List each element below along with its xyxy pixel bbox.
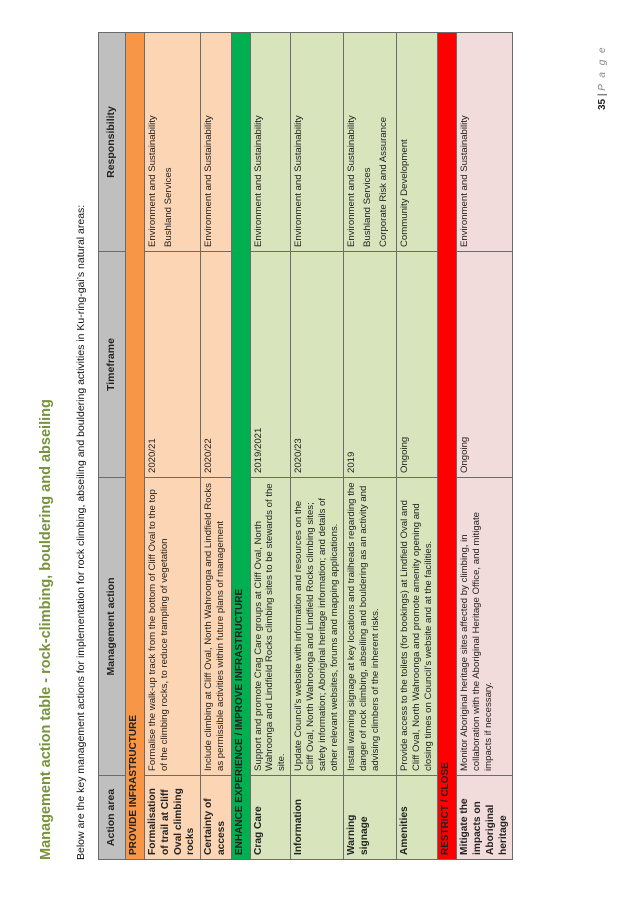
action-area: Certainty of access <box>201 776 232 860</box>
responsibility-line: Bushland Services <box>362 167 374 247</box>
section-row-enhance <box>231 33 250 860</box>
responsibility <box>291 33 344 252</box>
responsibility-line: Environment and Sustainability <box>252 115 264 247</box>
responsibility-line: Environment and Sustainability <box>346 115 358 247</box>
header-management-action: Management action <box>99 478 126 776</box>
responsibility <box>344 33 397 252</box>
action-area: Mitigate the impacts on Aboriginal heritage <box>457 776 513 860</box>
timeframe: 2020/23 <box>291 252 344 478</box>
intro-text: Below are the key management actions for implementation for rock climbing, abseiling and bouldering activities in Ku-ring-gai’s natural areas: <box>75 204 87 860</box>
table-row <box>457 33 513 860</box>
responsibility-line: Community Development <box>399 139 411 247</box>
action-area: Amenities <box>397 776 438 860</box>
responsibility <box>201 33 232 252</box>
table-row <box>291 33 344 860</box>
table-row <box>201 33 232 860</box>
action-area: Formalisation of trail at Cliff Oval climbing rocks <box>145 776 201 860</box>
timeframe: 2020/22 <box>201 252 232 478</box>
action-area: Information <box>291 776 344 860</box>
responsibility-line: Bushland Services <box>162 167 174 247</box>
responsibility <box>145 33 201 252</box>
responsibility <box>397 33 438 252</box>
timeframe: Ongoing <box>397 252 438 478</box>
page-number-value: 35 <box>597 98 608 110</box>
responsibility-line: Environment and Sustainability <box>147 115 158 247</box>
header-row <box>99 33 126 860</box>
timeframe: 2020/21 <box>145 252 201 478</box>
table-row <box>397 33 438 860</box>
responsibility-line: Corporate Risk and Assurance <box>378 116 390 247</box>
management-action: Monitor Aboriginal heritage sites affected by climbing, in collaboration with the Aboriginal Heritage Office, and mitigate impacts if necessary. <box>457 478 513 776</box>
timeframe: 2019/2021 <box>250 252 291 478</box>
responsibility-line: Environment and Sustainability <box>203 115 214 247</box>
page-title: Management action table - rock-climbing, bouldering and abseiling <box>38 399 54 860</box>
timeframe: Ongoing <box>457 252 513 478</box>
header-responsibility: Responsibility <box>99 33 126 252</box>
management-action: Install warning signage at key locations and trailheads regarding the danger of rock climbing, abseiling and bouldering as an activity and advising climbers of the inherent risks. <box>344 478 397 776</box>
responsibility-line: Environment and Sustainability <box>293 115 305 247</box>
management-action: Formalise the walk-up track from the bottom of Cliff Oval to the top of the climbing rocks, to reduce trampling of vegetation <box>145 478 201 776</box>
section-enhance-experience: ENHANCE EXPERIENCE / IMPROVE INFRASTRUCTURE <box>231 33 250 860</box>
responsibility <box>250 33 291 252</box>
management-action: Provide access to the toilets (for bookings) at Lindfield Oval and Cliff Oval, North Wahroonga and promote amenity opening and closing times on Council’s website and at the facilities. <box>397 478 438 776</box>
section-row-provide <box>126 33 145 860</box>
section-restrict-close: RESTRICT / CLOSE <box>438 33 457 860</box>
responsibility-line: Environment and Sustainability <box>459 115 471 247</box>
action-area: Warning signage <box>344 776 397 860</box>
responsibility <box>457 33 513 252</box>
management-action: Include climbing at Cliff Oval, North Wahroonga and Lindfield Rocks as permissible activities within future plans of management <box>201 478 232 776</box>
management-action-table <box>98 32 513 860</box>
page-label: P a g e <box>597 45 608 91</box>
action-area: Crag Care <box>250 776 291 860</box>
page-number: 35 | P a g e <box>597 45 608 110</box>
table-row <box>145 33 201 860</box>
management-action: Support and promote Crag Care groups at Cliff Oval, North Wahroonga and Lindfield Rocks climbing sites to be stewards of the site. <box>250 478 291 776</box>
section-row-restrict <box>438 33 457 860</box>
management-action: Update Council’s website with information and resources on the Cliff Oval, North Wahroonga and Lindfield Rocks climbing sites; safety information; Aboriginal heritage information; and details of other relevant websites, forums and mapping applications. <box>291 478 344 776</box>
section-provide-infrastructure: PROVIDE INFRASTRUCTURE <box>126 33 145 860</box>
header-action-area: Action area <box>99 776 126 860</box>
header-timeframe: Timeframe <box>99 252 126 478</box>
table-row <box>344 33 397 860</box>
timeframe: 2019 <box>344 252 397 478</box>
table-row <box>250 33 291 860</box>
